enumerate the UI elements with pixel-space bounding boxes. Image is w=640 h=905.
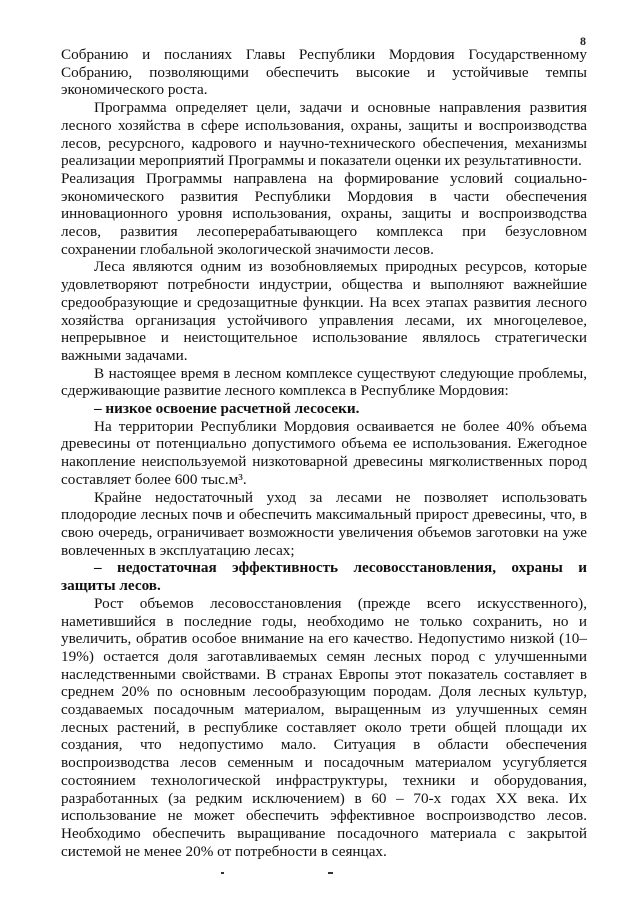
scan-speck	[328, 872, 333, 874]
page-number: 8	[580, 34, 586, 48]
problem-heading-1: – низкое освоение расчетной лесосеки.	[94, 400, 360, 418]
paragraph-6: На территории Республики Мордовия осваивается не более 40% объема древесины от потенциально допустимого объема ее использования. Ежегодное накопление неиспользуемой низкотоварной древесины мягколиственных пород составляет более 600 тыс.м³.	[61, 417, 587, 488]
paragraph-8: Рост объемов лесовосстановления (прежде всего искусственного), наметившийся в последние годы, необходимо не только сохранить, но и увеличить, обратив особое внимание на его качество. Недопустимо низкой (10–19%) остается доля заготавливаемых семян лесных пород с улучшенными наследственными свойствами. В странах Европы этот показатель составляет в среднем 20% по основным лесообразующим породам. Доля лесных культур, создаваемых посадочным материалом, выращенным из улучшенных семян лесных растений, в республике составляет около трети общей площади их создания, что недопустимо мало. Ситуация в области обеспечения воспроизводства лесов семенным и посадочным материалом усугубляется состоянием технологической инфраструктуры, техники и оборудования, разработанных (за редким исключением) в 60 – 70-х годах XX века. Их использование не может обеспечить эффективное воспроизводство лесов. Необходимо обеспечить выращивание посадочного материала с закрытой системой не менее 20% от потребности в сеянцах.	[61, 594, 587, 860]
document-body	[61, 46, 587, 860]
paragraph-4: Леса являются одним из возобновляемых природных ресурсов, которые удовлетворяют потребности индустрии, общества и выполняют важнейшие средообразующие и средозащитные функции. На всех этапах развития лесного хозяйства организация устойчивого управления лесами, их многоцелевое, непрерывное и неистощительное использование являлось стратегически важными задачами.	[61, 258, 587, 364]
paragraph-1: Собранию и посланиях Главы Республики Мордовия Государственному Собранию, позволяющими обеспечить высокие и устойчивые темпы экономического роста.	[61, 46, 587, 99]
paragraph-7: Крайне недостаточный уход за лесами не позволяет использовать плодородие лесных почв и обеспечить максимальный прирост древесины, что, в свою очередь, ограничивает возможности увеличения объемов заготовки на уже вовлеченных в эксплуатацию лесах;	[61, 488, 587, 559]
paragraph-3: Реализация Программы направлена на формирование условий социально-экономического развития Республики Мордовия в части обеспечения инновационного уровня использования, охраны, защиты и воспроизводства лесов, развития лесоперерабатывающего комплекса при безусловном сохранении глобальной экологической значимости лесов.	[61, 169, 587, 258]
paragraph-5: В настоящее время в лесном комплексе существуют следующие проблемы, сдерживающие развитие лесного комплекса в Республике Мордовия:	[61, 364, 587, 400]
scan-speck	[221, 872, 224, 874]
problem-heading-2: – недостаточная эффективность лесовосстановления, охраны и защиты лесов.	[61, 559, 587, 595]
paragraph-2: Программа определяет цели, задачи и основные направления развития лесного хозяйства в сфере использования, охраны, защиты и воспроизводства лесов, ресурсного, кадрового и научно-технического обеспечения, механизмы реализации мероприятий Программы и показатели оценки их результативности.	[61, 99, 587, 170]
